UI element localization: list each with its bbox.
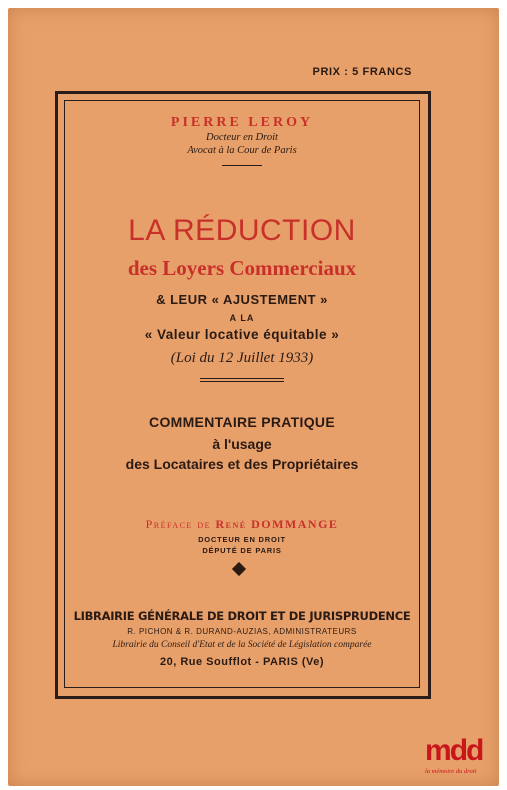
price-label: PRIX : 5 FRANCS (312, 66, 412, 78)
main-subtitle: des Loyers Commerciaux (127, 256, 357, 280)
inner-frame (64, 100, 420, 688)
commentary-title: COMMENTAIRE PRATIQUE (149, 414, 335, 430)
author-affiliation: Avocat à la Cour de Paris (187, 145, 297, 156)
main-title: LA RÉDUCTION (128, 214, 356, 247)
commentary-line-3: des Locataires et des Propriétaires (125, 456, 359, 472)
author-title: Docteur en Droit (206, 132, 278, 143)
publisher-subtitle: Librairie du Conseil d'Etat et de la Société de Législation comparée (112, 640, 372, 650)
preface-affiliation: DÉPUTÉ DE PARIS (202, 546, 282, 555)
publisher-name: LIBRAIRIE GÉNÉRALE DE DROIT ET DE JURISPRUDENCE (73, 609, 411, 623)
logo-tagline: la mémoire du droit (425, 768, 477, 775)
commentary-line-2: à l'usage (212, 436, 272, 452)
logo-m: m (425, 734, 450, 767)
title-line-4: A LA (229, 313, 255, 323)
mdd-logo (425, 736, 507, 788)
publisher-directors: R. PICHON & R. DURAND-AUZIAS, ADMINISTRATEURS (127, 627, 357, 636)
preface-title: DOCTEUR EN DROIT (198, 535, 286, 544)
preface-author: René DOMMANGE (215, 517, 339, 531)
title-line-5: « Valeur locative équitable » (144, 327, 340, 342)
author-name: PIERRE LEROY (170, 115, 314, 130)
law-reference: (Loi du 12 Juillet 1933) (170, 350, 314, 366)
title-divider-1 (200, 378, 284, 379)
publisher-address: 20, Rue Soufflot - PARIS (Ve) (159, 656, 325, 668)
preface-line (64, 517, 420, 532)
title-line-3: & LEUR « AJUSTEMENT » (156, 292, 328, 307)
preface-label: Préface de (145, 517, 211, 531)
title-divider-2 (200, 381, 284, 382)
author-divider (222, 165, 262, 166)
logo-dd: dd (449, 734, 483, 767)
